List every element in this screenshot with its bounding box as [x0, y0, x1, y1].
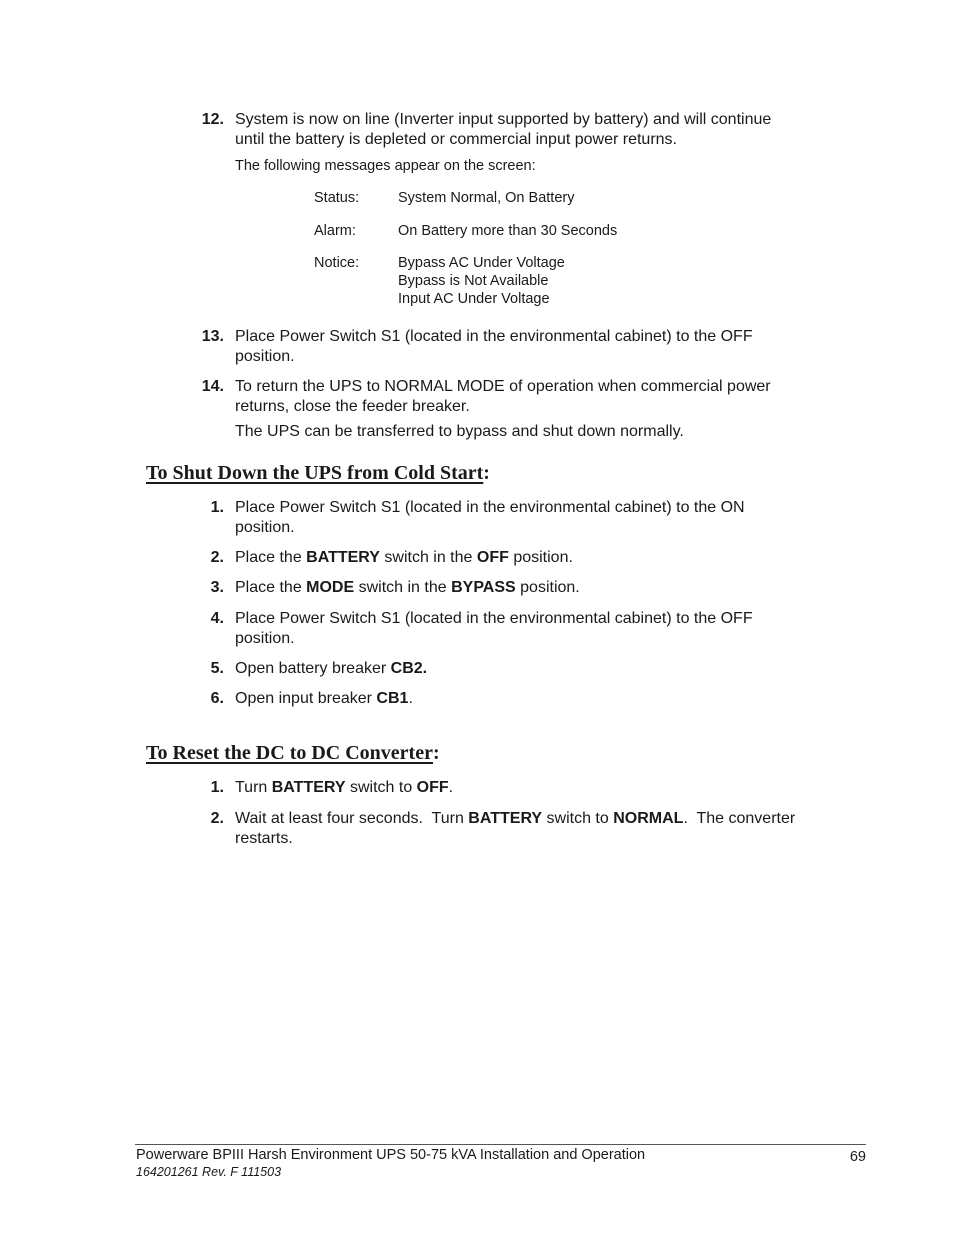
battery-label: BATTERY — [306, 549, 380, 566]
step-text — [235, 578, 845, 598]
normal-label: NORMAL — [613, 810, 684, 827]
step-number: 6. — [210, 690, 224, 707]
step-line: Place Power Switch S1 (located in the environmental cabinet) to the OFF — [235, 610, 753, 627]
text: switch in the — [379, 549, 477, 566]
mode-label: MODE — [306, 579, 355, 596]
text: Place the — [235, 579, 307, 596]
step-line: Place Power Switch S1 (located in the environmental cabinet) to the ON — [235, 499, 745, 516]
step-line: position. — [235, 348, 295, 365]
notice-value: Bypass is Not Available — [398, 273, 549, 289]
notice-label: Notice: — [314, 255, 360, 271]
heading-text: To Reset the DC to DC Converter — [146, 742, 433, 764]
section-heading-cold-start — [146, 462, 490, 485]
alarm-value: On Battery more than 30 Seconds — [398, 223, 618, 239]
notice-values — [398, 254, 565, 308]
battery-label: BATTERY — [271, 779, 346, 796]
text: position. — [515, 579, 580, 596]
step-line: position. — [235, 630, 295, 647]
heading-colon: : — [432, 742, 440, 764]
text: switch to — [345, 779, 417, 796]
footer-title: Powerware BPIII Harsh Environment UPS 50-75 kVA Installation and Operation — [136, 1147, 646, 1163]
step-text — [235, 110, 845, 150]
off-label: OFF — [416, 779, 449, 796]
step-text — [235, 689, 845, 709]
step-line: To return the UPS to NORMAL MODE of operation when commercial power — [235, 378, 771, 395]
text: Turn — [235, 779, 272, 796]
step-text — [235, 809, 845, 849]
footer-revision: 164201261 Rev. F 111503 — [136, 1165, 282, 1179]
text: switch to — [542, 810, 614, 827]
step-number: 2. — [210, 810, 224, 827]
cb1-label: CB1 — [376, 690, 409, 707]
step-number: 12. — [201, 111, 224, 128]
bypass-label: BYPASS — [451, 579, 516, 596]
step-number: 5. — [210, 660, 224, 677]
heading-text: To Shut Down the UPS from Cold Start — [146, 462, 484, 484]
battery-label: BATTERY — [468, 810, 543, 827]
step-line: until the battery is depleted or commercial input power returns. — [235, 131, 677, 148]
step-number: 2. — [210, 549, 224, 566]
text: position. — [508, 549, 573, 566]
section-heading-reset-converter — [146, 742, 440, 765]
text: . The converter — [683, 810, 796, 827]
step-number: 1. — [210, 779, 224, 796]
text: . — [448, 779, 454, 796]
step-text — [235, 609, 845, 649]
step-text — [235, 659, 845, 679]
heading-colon: : — [483, 462, 490, 484]
page-number: 69 — [849, 1149, 866, 1165]
step-line: restarts. — [235, 830, 293, 847]
notice-value: Bypass AC Under Voltage — [398, 255, 565, 271]
text: . — [408, 690, 413, 707]
step-number: 1. — [210, 499, 224, 516]
step-line: returns, close the feeder breaker. — [235, 398, 470, 415]
text: Wait at least four seconds. Turn — [235, 810, 469, 827]
text: Place the — [235, 549, 307, 566]
footer-rule — [135, 1144, 866, 1145]
step-number: 3. — [210, 579, 224, 596]
status-value: System Normal, On Battery — [398, 190, 575, 206]
step-line: Place Power Switch S1 (located in the environmental cabinet) to the OFF — [235, 328, 753, 345]
step-text — [235, 548, 845, 568]
messages-intro: The following messages appear on the screen: — [235, 158, 536, 174]
notice-value: Input AC Under Voltage — [398, 291, 550, 307]
text: switch in the — [354, 579, 452, 596]
step-text — [235, 327, 845, 367]
off-label: OFF — [476, 549, 509, 566]
text: Open battery breaker — [235, 660, 391, 677]
step-number: 13. — [201, 328, 224, 345]
step-line: position. — [235, 519, 295, 536]
step-number: 4. — [210, 610, 224, 627]
step-number: 14. — [201, 378, 224, 395]
status-label: Status: — [314, 190, 360, 206]
step-14-note: The UPS can be transferred to bypass and shut down normally. — [235, 423, 684, 440]
text: Open input breaker — [235, 690, 377, 707]
step-text — [235, 377, 845, 417]
step-line: System is now on line (Inverter input supported by battery) and will continue — [235, 111, 772, 128]
alarm-label: Alarm: — [314, 223, 356, 239]
step-text — [235, 778, 845, 798]
cb2-label: CB2. — [390, 660, 428, 677]
step-text — [235, 498, 845, 538]
step-line — [235, 809, 845, 829]
